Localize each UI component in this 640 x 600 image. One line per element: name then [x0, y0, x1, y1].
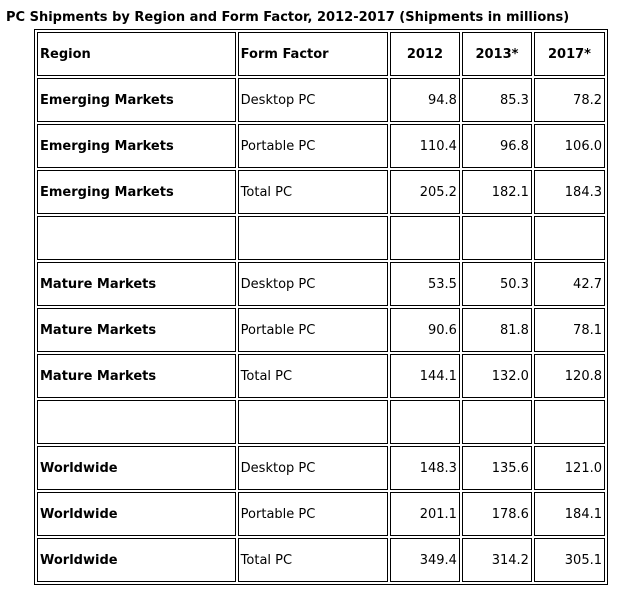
header-2012: 2012 — [390, 32, 460, 76]
cell-2012: 53.5 — [390, 262, 460, 306]
cell-form-factor: Desktop PC — [238, 78, 388, 122]
cell-form-factor: Total PC — [238, 538, 388, 582]
table-row — [37, 124, 605, 168]
header-form-factor: Form Factor — [238, 32, 388, 76]
header-region: Region — [37, 32, 236, 76]
cell-form-factor: Total PC — [238, 170, 388, 214]
cell-2017: 78.2 — [534, 78, 605, 122]
cell-region: Emerging Markets — [37, 170, 236, 214]
cell-2013: 85.3 — [462, 78, 532, 122]
table-row — [37, 78, 605, 122]
table-body — [37, 78, 605, 582]
header-row — [37, 32, 605, 76]
cell-form-factor: Portable PC — [238, 492, 388, 536]
table-row — [37, 492, 605, 536]
cell-2013: 178.6 — [462, 492, 532, 536]
cell-2012: 205.2 — [390, 170, 460, 214]
cell-2013: 81.8 — [462, 308, 532, 352]
cell-2017: 184.1 — [534, 492, 605, 536]
cell-2013 — [462, 216, 532, 260]
cell-region: Emerging Markets — [37, 78, 236, 122]
header-2017: 2017* — [534, 32, 605, 76]
table-row — [37, 170, 605, 214]
cell-2013: 96.8 — [462, 124, 532, 168]
table-title: PC Shipments by Region and Form Factor, 2012-2017 (Shipments in millions) — [6, 10, 570, 25]
cell-2012: 148.3 — [390, 446, 460, 490]
table-row — [37, 538, 605, 582]
cell-2017: 120.8 — [534, 354, 605, 398]
cell-form-factor: Portable PC — [238, 124, 388, 168]
cell-2017: 184.3 — [534, 170, 605, 214]
cell-2017: 106.0 — [534, 124, 605, 168]
cell-2013: 132.0 — [462, 354, 532, 398]
cell-form-factor — [238, 216, 388, 260]
cell-2012: 201.1 — [390, 492, 460, 536]
cell-region: Worldwide — [37, 492, 236, 536]
cell-2017 — [534, 400, 605, 444]
cell-form-factor — [238, 400, 388, 444]
cell-region: Mature Markets — [37, 262, 236, 306]
cell-region — [37, 400, 236, 444]
cell-form-factor: Desktop PC — [238, 262, 388, 306]
cell-2012: 144.1 — [390, 354, 460, 398]
header-2013: 2013* — [462, 32, 532, 76]
cell-region: Mature Markets — [37, 354, 236, 398]
table-row — [37, 354, 605, 398]
cell-2013: 135.6 — [462, 446, 532, 490]
cell-2013 — [462, 400, 532, 444]
cell-2012: 110.4 — [390, 124, 460, 168]
cell-2012 — [390, 216, 460, 260]
cell-region — [37, 216, 236, 260]
cell-2012: 349.4 — [390, 538, 460, 582]
cell-region: Worldwide — [37, 446, 236, 490]
cell-2017 — [534, 216, 605, 260]
cell-region: Emerging Markets — [37, 124, 236, 168]
cell-region: Worldwide — [37, 538, 236, 582]
table-row — [37, 262, 605, 306]
shipments-table — [34, 29, 608, 585]
cell-form-factor: Total PC — [238, 354, 388, 398]
table-row — [37, 400, 605, 444]
table-row — [37, 446, 605, 490]
cell-form-factor: Portable PC — [238, 308, 388, 352]
cell-2017: 121.0 — [534, 446, 605, 490]
table-row — [37, 308, 605, 352]
cell-2012 — [390, 400, 460, 444]
cell-region: Mature Markets — [37, 308, 236, 352]
table-row — [37, 216, 605, 260]
cell-2012: 90.6 — [390, 308, 460, 352]
cell-2013: 50.3 — [462, 262, 532, 306]
cell-2013: 314.2 — [462, 538, 532, 582]
cell-2012: 94.8 — [390, 78, 460, 122]
cell-form-factor: Desktop PC — [238, 446, 388, 490]
cell-2017: 78.1 — [534, 308, 605, 352]
cell-2013: 182.1 — [462, 170, 532, 214]
cell-2017: 42.7 — [534, 262, 605, 306]
cell-2017: 305.1 — [534, 538, 605, 582]
